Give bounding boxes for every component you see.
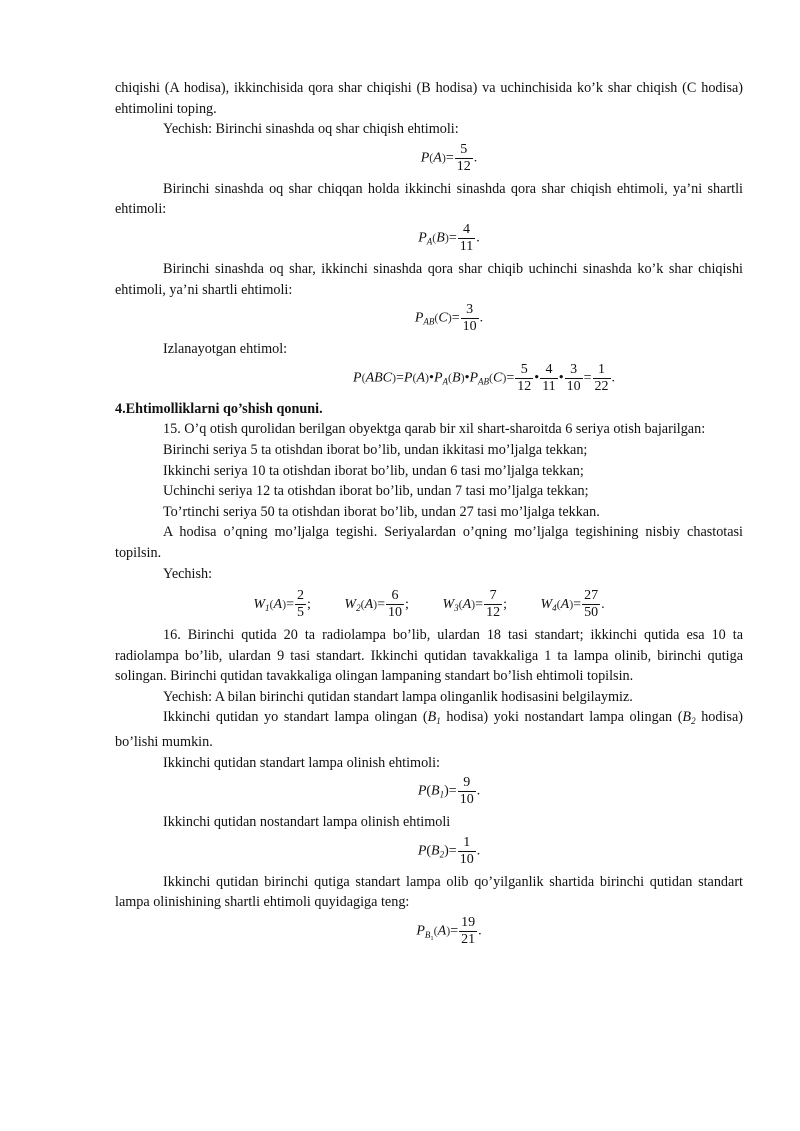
fraction: $\frac{5}{12}$: [517, 361, 532, 394]
paragraph: Ikkinchi qutidan standart lampa olinish ehtimoli:: [163, 754, 441, 771]
fraction: $\frac{4}{11}$: [542, 361, 556, 394]
paragraph: Izlanayotgan ehtimol:: [163, 341, 288, 358]
formula-p-b2: $P(B_2)=$ $\frac{1}{10}$ .: [417, 834, 481, 867]
list-item: Birinchi seriya 5 ta otishdan iborat bo’lib, undan ikkitasi mo’ljalga tekkan;: [163, 441, 588, 458]
fraction: $\frac{3}{10}$: [566, 361, 581, 394]
formula-p-a: P(A)= $\frac{5}{12}$ .: [420, 141, 478, 174]
formula-pa-b: $P_A(B)=$ $\frac{4}{11}$ .: [418, 221, 480, 254]
formula-p-abc: $P(ABC)=P(A)•P_A(B)•P_{AB}(C)=$ $\frac{5}{12}$ • $\frac{4}{11}$ • $\frac{3}{10}$ = $\frac{1}{22}$ .: [353, 361, 615, 394]
list-item: To’rtinchi seriya 50 ta otishdan iborat bo’lib, undan 27 tasi mo’ljalga tekkan.: [163, 503, 600, 520]
fraction: $\frac{3}{10}$: [462, 302, 477, 335]
paragraph: Yechish: A bilan birinchi qutidan standart lampa olinganlik hodisasini belgilaymiz.: [163, 688, 633, 705]
formula-p-b1: $P(B_1)=$ $\frac{9}{10}$ .: [417, 775, 481, 808]
fraction: $\frac{1}{10}$: [459, 834, 474, 867]
frequency-w1: $W_1(A)=$ $\frac{2}{5}$ ;: [253, 588, 311, 621]
paragraph: Ikkinchi qutidan yo standart lampa olingan ($B_1$ hodisa) yoki nostandart lampa olingan ($B_2$ hodisa) bo’lishi mumkin.: [115, 709, 743, 751]
section-heading: 4.Ehtimolliklarni qo’shish qonuni.: [115, 400, 323, 417]
frequency-w3: $W_3(A)=$ $\frac{7}{12}$ ;: [442, 588, 507, 621]
list-item: Ikkinchi seriya 10 ta otishdan iborat bo’lib, undan 6 tasi mo’ljalga tekkan;: [163, 462, 584, 479]
list-item: Uchinchi seriya 12 ta otishdan iborat bo’lib, undan 7 tasi mo’ljalga tekkan;: [163, 483, 589, 500]
paragraph: Yechish:: [163, 565, 213, 582]
paragraph: Ikkinchi qutidan birinchi qutiga standart lampa olib qo’yilganlik shartida birinchi qutidan standart lampa olinishining shartli ehtimoli quyidagiga teng:: [115, 873, 743, 911]
paragraph: Birinchi sinashda oq shar chiqqan holda ikkinchi sinashda qora shar chiqish ehtimoli, ya’ni shartli ehtimoli:: [115, 180, 743, 218]
paragraph: chiqishi (A hodisa), ikkinchisida qora shar chiqishi (B hodisa) va uchinchisida ko’k shar chiqish (C hodisa) ehtimolini toping.: [115, 80, 743, 117]
paragraph: 16. Birinchi qutida 20 ta radiolampa bo’lib, ulardan 18 tasi standart; ikkinchi qutida esa 10 ta radiolampa bo’lib, ulardan 9 tasi standart. Ikkinchi qutidan tavakkaliga 1 ta lampa olinib, birinchi qutiga solingan. Birinchi qutidan tavakkaliga olingan lampaning standart bo’lish ehtimoli topilsin.: [115, 627, 743, 685]
fraction: $\frac{4}{11}$: [459, 221, 474, 254]
paragraph: A hodisa o’qning mo’ljalga tegishi. Seriyalardan o’qning mo’ljalga tegishining nisbiy chastotasi topilsin.: [115, 524, 743, 561]
paragraph: Birinchi sinashda oq shar, ikkinchi sinashda qora shar chiqib uchinchi sinashda ko’k shar chiqishi ehtimoli, ya’ni shartli ehtimoli:: [115, 260, 743, 298]
paragraph: 15. O’q otish qurolidan berilgan obyektga qarab bir xil shart-sharoitda 6 seriya otish bajarilgan:: [163, 421, 706, 438]
frequency-w4: $W_4(A)=$ $\frac{27}{50}$ .: [540, 588, 605, 621]
formula-pab-c: $P_{AB}(C)=$ $\frac{3}{10}$ .: [414, 302, 484, 335]
fraction: $\frac{19}{21}$: [461, 915, 476, 948]
fraction: $\frac{5}{12}$: [456, 141, 471, 174]
fraction: $\frac{1}{22}$: [594, 361, 609, 394]
formula-frequencies: [115, 588, 743, 621]
frequency-w2: $W_2(A)=$ $\frac{6}{10}$ ;: [344, 588, 409, 621]
paragraph: Yechish: Birinchi sinashda oq shar chiqish ehtimoli:: [163, 121, 459, 138]
fraction: $\frac{9}{10}$: [459, 775, 474, 808]
formula-pb1-a: $P_{B_1}(A)=$ $\frac{19}{21}$ .: [416, 915, 482, 948]
paragraph: Ikkinchi qutidan nostandart lampa olinish ehtimoli: [163, 814, 451, 831]
document-page: [115, 78, 743, 952]
